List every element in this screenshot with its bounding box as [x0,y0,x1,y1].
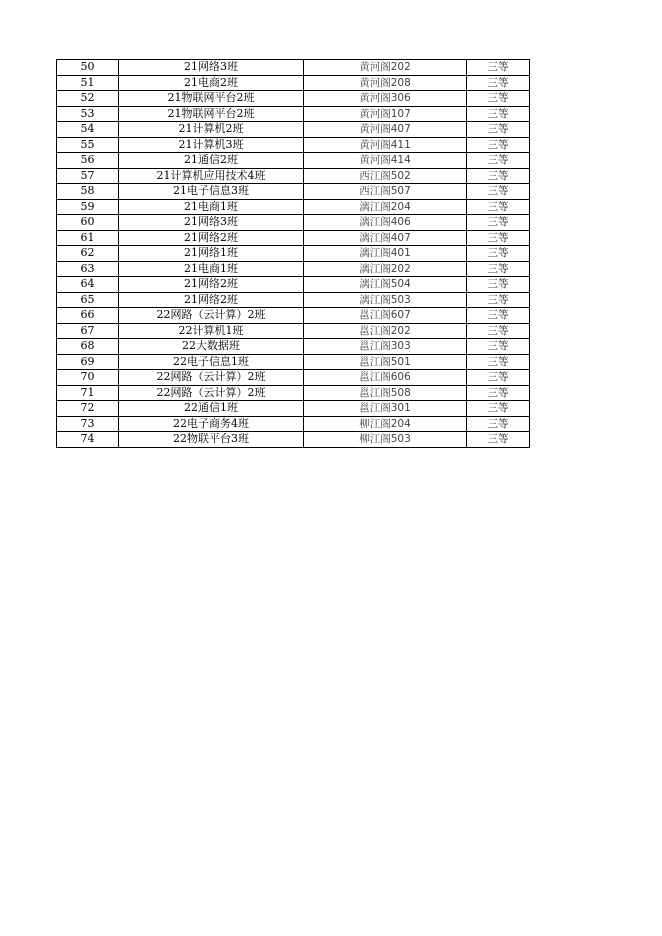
dorm-room-cell: 漓江阁503 [304,292,467,308]
class-name-cell: 21网络1班 [119,246,304,262]
class-name-cell: 21通信2班 [119,153,304,169]
table-row [57,230,530,246]
table-row [57,354,530,370]
grade-cell: 三等 [467,416,530,432]
grade-cell: 三等 [467,401,530,417]
row-number-cell: 53 [57,106,119,122]
row-number-cell: 64 [57,277,119,293]
table-row [57,385,530,401]
dorm-room-cell: 柳江阁503 [304,432,467,448]
row-number-cell: 56 [57,153,119,169]
table-row [57,308,530,324]
dorm-room-cell: 漓江阁504 [304,277,467,293]
class-name-cell: 21计算机3班 [119,137,304,153]
table-row [57,75,530,91]
table-row [57,153,530,169]
row-number-cell: 71 [57,385,119,401]
grade-cell: 三等 [467,432,530,448]
class-name-cell: 21电子信息3班 [119,184,304,200]
table-row [57,339,530,355]
class-name-cell: 22电子信息1班 [119,354,304,370]
row-number-cell: 57 [57,168,119,184]
table-body [57,60,530,448]
dorm-room-cell: 邕江阁303 [304,339,467,355]
table-row [57,323,530,339]
class-name-cell: 21网络2班 [119,277,304,293]
table-row [57,215,530,231]
dorm-room-cell: 黄河阁414 [304,153,467,169]
row-number-cell: 60 [57,215,119,231]
class-name-cell: 21电商1班 [119,199,304,215]
class-name-cell: 22计算机1班 [119,323,304,339]
dorm-room-cell: 黄河阁306 [304,91,467,107]
row-number-cell: 54 [57,122,119,138]
row-number-cell: 74 [57,432,119,448]
grade-cell: 三等 [467,277,530,293]
class-name-cell: 21物联网平台2班 [119,91,304,107]
dorm-room-cell: 邕江阁606 [304,370,467,386]
dorm-room-cell: 西江阁502 [304,168,467,184]
class-name-cell: 21电商2班 [119,75,304,91]
table-row [57,122,530,138]
dorm-ranking-table [56,59,530,448]
class-name-cell: 22大数据班 [119,339,304,355]
class-name-cell: 21网络2班 [119,230,304,246]
class-name-cell: 22物联平台3班 [119,432,304,448]
row-number-cell: 61 [57,230,119,246]
class-name-cell: 21网络2班 [119,292,304,308]
table-row [57,261,530,277]
row-number-cell: 59 [57,199,119,215]
table-row [57,137,530,153]
dorm-room-cell: 邕江阁301 [304,401,467,417]
class-name-cell: 22通信1班 [119,401,304,417]
class-name-cell: 22网路（云计算）2班 [119,308,304,324]
table-row [57,91,530,107]
grade-cell: 三等 [467,292,530,308]
grade-cell: 三等 [467,137,530,153]
grade-cell: 三等 [467,122,530,138]
table-row [57,292,530,308]
dorm-room-cell: 黄河阁202 [304,60,467,76]
grade-cell: 三等 [467,199,530,215]
grade-cell: 三等 [467,215,530,231]
row-number-cell: 51 [57,75,119,91]
table-row [57,246,530,262]
row-number-cell: 65 [57,292,119,308]
table-row [57,184,530,200]
row-number-cell: 62 [57,246,119,262]
row-number-cell: 66 [57,308,119,324]
class-name-cell: 22网路（云计算）2班 [119,385,304,401]
table-row [57,60,530,76]
grade-cell: 三等 [467,354,530,370]
dorm-room-cell: 邕江阁202 [304,323,467,339]
class-name-cell: 21物联网平台2班 [119,106,304,122]
table-row [57,416,530,432]
dorm-room-cell: 黄河阁208 [304,75,467,91]
class-name-cell: 21电商1班 [119,261,304,277]
row-number-cell: 67 [57,323,119,339]
row-number-cell: 70 [57,370,119,386]
grade-cell: 三等 [467,323,530,339]
dorm-room-cell: 黄河阁107 [304,106,467,122]
grade-cell: 三等 [467,184,530,200]
row-number-cell: 50 [57,60,119,76]
dorm-room-cell: 西江阁507 [304,184,467,200]
dorm-room-cell: 漓江阁202 [304,261,467,277]
dorm-room-cell: 邕江阁508 [304,385,467,401]
grade-cell: 三等 [467,246,530,262]
grade-cell: 三等 [467,308,530,324]
row-number-cell: 68 [57,339,119,355]
grade-cell: 三等 [467,106,530,122]
grade-cell: 三等 [467,339,530,355]
grade-cell: 三等 [467,230,530,246]
dorm-room-cell: 邕江阁501 [304,354,467,370]
row-number-cell: 72 [57,401,119,417]
class-name-cell: 21计算机2班 [119,122,304,138]
grade-cell: 三等 [467,385,530,401]
table-row [57,106,530,122]
row-number-cell: 52 [57,91,119,107]
row-number-cell: 58 [57,184,119,200]
grade-cell: 三等 [467,75,530,91]
grade-cell: 三等 [467,91,530,107]
grade-cell: 三等 [467,153,530,169]
dorm-room-cell: 漓江阁204 [304,199,467,215]
dorm-room-cell: 柳江阁204 [304,416,467,432]
row-number-cell: 69 [57,354,119,370]
class-name-cell: 21网络3班 [119,60,304,76]
row-number-cell: 63 [57,261,119,277]
row-number-cell: 73 [57,416,119,432]
class-name-cell: 22网路（云计算）2班 [119,370,304,386]
class-name-cell: 22电子商务4班 [119,416,304,432]
dorm-room-cell: 漓江阁406 [304,215,467,231]
class-name-cell: 21计算机应用技术4班 [119,168,304,184]
dorm-room-cell: 漓江阁401 [304,246,467,262]
dorm-room-cell: 黄河阁411 [304,137,467,153]
row-number-cell: 55 [57,137,119,153]
table-row [57,168,530,184]
table-row [57,199,530,215]
grade-cell: 三等 [467,370,530,386]
class-name-cell: 21网络3班 [119,215,304,231]
table-row [57,432,530,448]
grade-cell: 三等 [467,60,530,76]
table-row [57,401,530,417]
grade-cell: 三等 [467,168,530,184]
grade-cell: 三等 [467,261,530,277]
dorm-room-cell: 黄河阁407 [304,122,467,138]
dorm-room-cell: 邕江阁607 [304,308,467,324]
table-row [57,370,530,386]
dorm-room-cell: 漓江阁407 [304,230,467,246]
table-row [57,277,530,293]
